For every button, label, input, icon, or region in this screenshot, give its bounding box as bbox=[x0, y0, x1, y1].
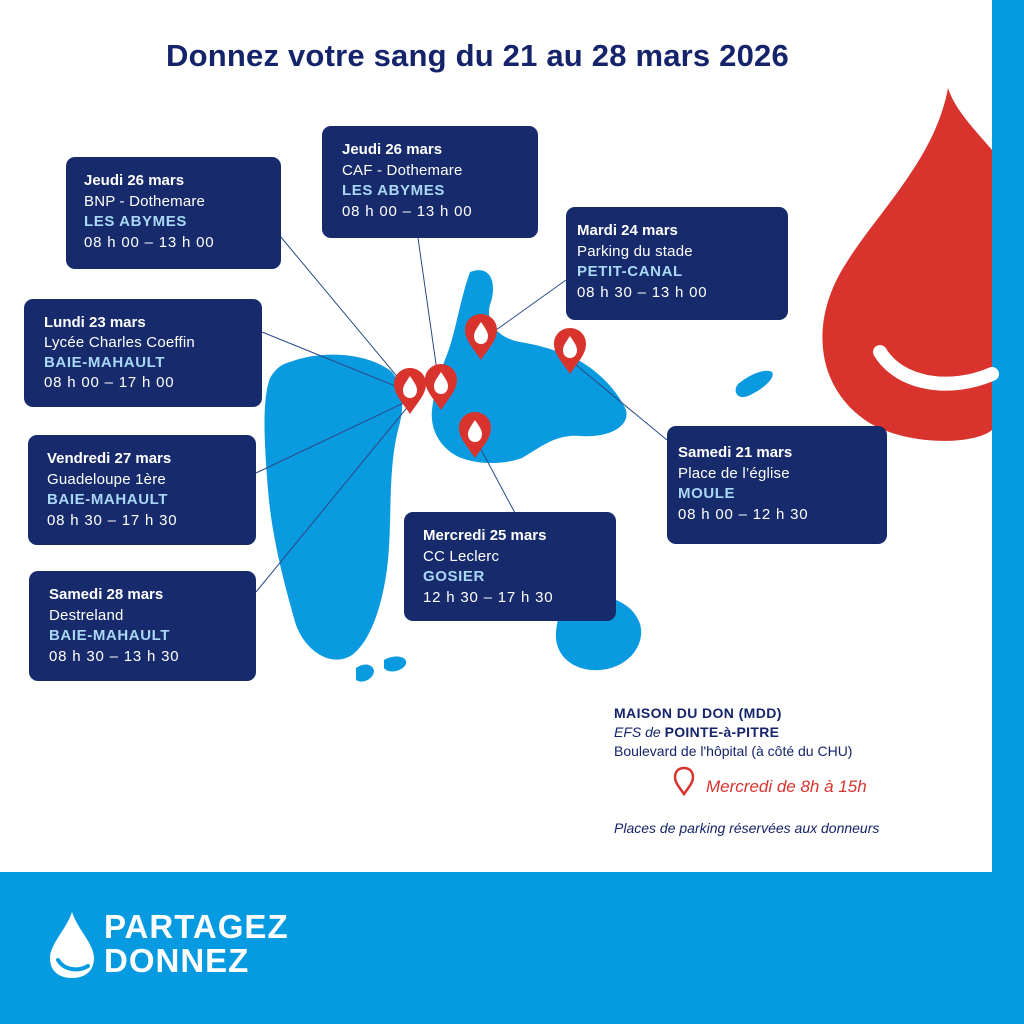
logo-line-2: DONNEZ bbox=[104, 942, 250, 979]
event-day: Vendredi 27 mars bbox=[47, 450, 172, 467]
event-place: Guadeloupe 1ère bbox=[47, 471, 166, 488]
event-day: Samedi 28 mars bbox=[49, 586, 164, 603]
event-hours: 08 h 00 – 17 h 00 bbox=[44, 374, 175, 391]
map-la-desirade bbox=[736, 371, 773, 397]
event-card bbox=[322, 126, 538, 238]
event-city: BAIE-MAHAULT bbox=[44, 354, 166, 371]
event-day: Samedi 21 mars bbox=[678, 444, 793, 461]
event-hours: 12 h 30 – 17 h 30 bbox=[423, 589, 554, 606]
event-city: BAIE-MAHAULT bbox=[49, 627, 171, 644]
event-place: Destreland bbox=[49, 607, 124, 624]
event-card bbox=[28, 435, 256, 545]
map-les-saintes-2 bbox=[384, 657, 406, 672]
event-city: PETIT-CANAL bbox=[577, 263, 683, 280]
event-card bbox=[29, 571, 256, 681]
event-place: BNP - Dothemare bbox=[84, 193, 206, 210]
logo-drop-icon bbox=[50, 912, 94, 978]
event-city: LES ABYMES bbox=[84, 213, 187, 230]
event-city: BAIE-MAHAULT bbox=[47, 491, 169, 508]
page-title: Donnez votre sang du 21 au 28 mars 2026 bbox=[166, 38, 789, 73]
event-city: LES ABYMES bbox=[342, 182, 445, 199]
event-card bbox=[667, 426, 887, 544]
event-card bbox=[566, 207, 788, 320]
event-hours: 08 h 00 – 13 h 00 bbox=[342, 203, 473, 220]
event-day: Mercredi 25 mars bbox=[423, 527, 547, 544]
mdd-hours: Mercredi de 8h à 15h bbox=[706, 777, 867, 796]
location-pin-icon bbox=[675, 768, 693, 794]
mdd-efs-city: POINTE-à-PITRE bbox=[664, 724, 780, 740]
event-card bbox=[24, 299, 262, 407]
mdd-address: Boulevard de l'hôpital (à côté du CHU) bbox=[614, 743, 853, 759]
event-place: Lycée Charles Coeffin bbox=[44, 334, 195, 351]
map-basse-terre bbox=[265, 355, 403, 660]
event-card bbox=[404, 512, 616, 621]
event-day: Jeudi 26 mars bbox=[342, 141, 443, 158]
mdd-info bbox=[614, 704, 852, 761]
logo-line-1: PARTAGEZ bbox=[104, 908, 289, 945]
event-hours: 08 h 00 – 12 h 30 bbox=[678, 506, 809, 523]
event-hours: 08 h 30 – 13 h 30 bbox=[49, 648, 180, 665]
event-day: Lundi 23 mars bbox=[44, 314, 146, 331]
mdd-efs-line bbox=[614, 723, 852, 742]
event-place: CC Leclerc bbox=[423, 548, 500, 565]
mdd-parking: Places de parking réservées aux donneurs bbox=[614, 820, 880, 836]
event-day: Jeudi 26 mars bbox=[84, 172, 185, 189]
event-hours: 08 h 30 – 17 h 30 bbox=[47, 512, 178, 529]
mdd-efs-prefix: EFS de bbox=[614, 724, 661, 740]
event-card bbox=[66, 157, 281, 269]
event-place: CAF - Dothemare bbox=[342, 162, 463, 179]
event-place: Place de l’église bbox=[678, 465, 790, 482]
mdd-name: MAISON DU DON (MDD) bbox=[614, 705, 782, 721]
event-place: Parking du stade bbox=[577, 243, 693, 260]
event-hours: 08 h 30 – 13 h 00 bbox=[577, 284, 708, 301]
map-les-saintes-1 bbox=[356, 665, 374, 682]
event-city: MOULE bbox=[678, 485, 736, 502]
event-hours: 08 h 00 – 13 h 00 bbox=[84, 234, 215, 251]
event-city: GOSIER bbox=[423, 568, 485, 585]
event-day: Mardi 24 mars bbox=[577, 222, 678, 239]
